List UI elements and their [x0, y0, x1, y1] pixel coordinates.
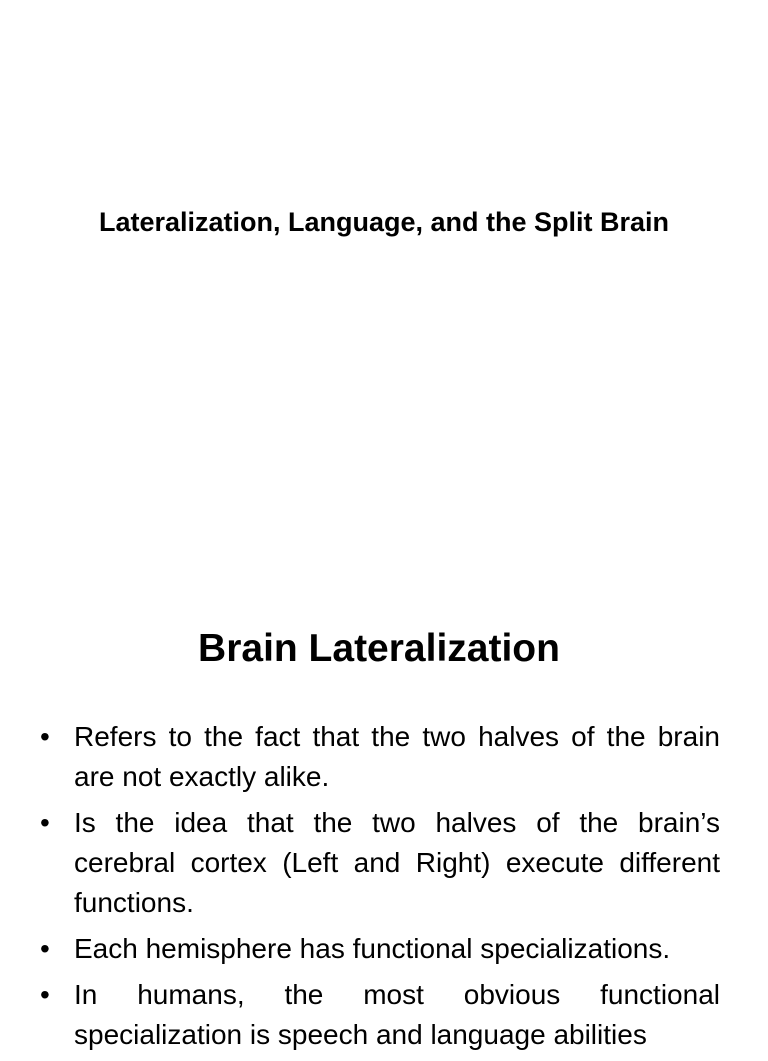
bullet-text: In humans, the most obvious functional specialization is speech and language abilities [74, 979, 720, 1050]
bullet-item [40, 975, 720, 1055]
bullet-icon: • [40, 979, 50, 1010]
slide-heading: Brain Lateralization [198, 627, 560, 670]
bullet-text: Each hemisphere has functional specializations. [74, 933, 671, 964]
bullet-icon: • [40, 807, 50, 838]
bullet-icon: • [40, 933, 50, 964]
bullet-list [40, 717, 720, 1061]
bullet-text: Refers to the fact that the two halves of the brain are not exactly alike. [74, 721, 720, 792]
slide-brain-lateralization [0, 576, 768, 1050]
bullet-item [40, 717, 720, 797]
bullet-item [40, 803, 720, 923]
bullet-text: Is the idea that the two halves of the brain’s cerebral cortex (Left and Right) execute different functions. [74, 807, 720, 918]
bullet-icon: • [40, 721, 50, 752]
bullet-item [40, 929, 720, 969]
presentation-title: Lateralization, Language, and the Split Brain [98, 207, 670, 237]
